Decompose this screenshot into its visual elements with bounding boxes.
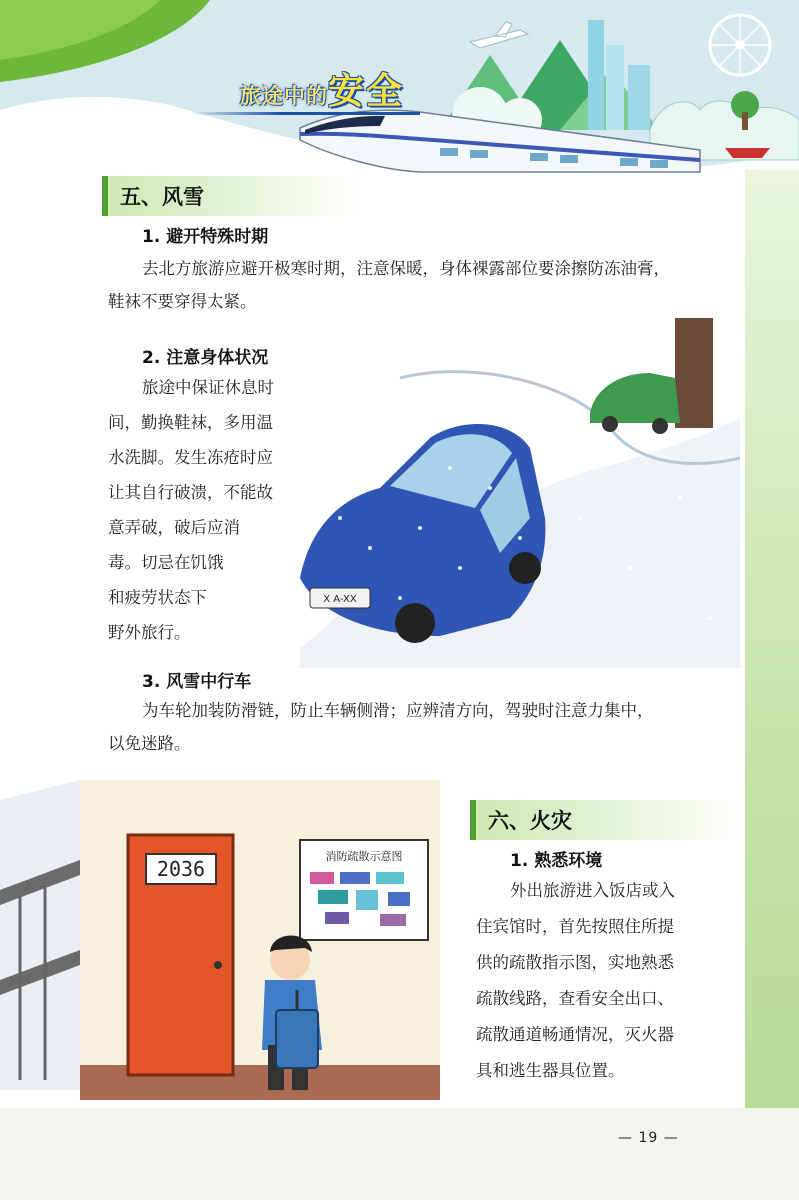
subheading-avoid-period: 1. 避开特殊时期 — [142, 227, 269, 247]
section-heading-snow — [102, 176, 362, 216]
section-heading-text: 五、风雪 — [120, 185, 204, 209]
text-line: 具和逃生器具位置。 — [476, 1061, 625, 1080]
text-line: 供的疏散指示图，实地熟悉 — [476, 953, 674, 972]
paragraph-driving-in-snow — [108, 694, 728, 760]
text-line: 外出旅游进入饭店或入 — [510, 881, 675, 900]
text-line: 疏散通道畅通情况，灭火器 — [476, 1025, 674, 1044]
text-line: 疏散线路，查看安全出口、 — [476, 989, 674, 1008]
footer-band — [0, 1108, 799, 1200]
room-number: 2036 — [156, 857, 206, 881]
text-line: 毒。切忌在饥饿 — [108, 553, 224, 572]
evacuation-map-title: 消防疏散示意图 — [325, 850, 403, 863]
text-line: 为车轮加装防滑链，防止车辆侧滑；应辨清方向，驾驶时注意力集中， — [142, 701, 654, 720]
text-line: 水洗脚。发生冻疮时应 — [108, 448, 273, 467]
chapter-title-small: 旅途中的 — [240, 84, 328, 108]
paragraph-body-condition — [108, 370, 308, 650]
subheading-know-environment: 1. 熟悉环境 — [510, 851, 603, 871]
section-heading-fire — [470, 800, 745, 840]
subheading-driving-in-snow: 3. 风雪中行车 — [142, 672, 252, 692]
snow-driving-illustration — [280, 318, 740, 668]
chapter-title-big: 安全 — [328, 71, 405, 112]
text-line: 野外旅行。 — [108, 623, 191, 642]
text-line: 鞋袜不要穿得太紧。 — [108, 292, 257, 311]
text-line: 让其自行破溃，不能故 — [108, 483, 273, 502]
license-plate-text: X A-XX — [323, 594, 357, 605]
text-line: 旅途中保证休息时 — [142, 378, 274, 397]
section-heading-text: 六、火灾 — [488, 809, 572, 833]
paragraph-avoid-period — [108, 252, 728, 318]
text-line: 以免迷路。 — [108, 734, 191, 753]
side-decoration-band — [745, 170, 799, 1110]
text-line: 住宾馆时，首先按照住所提 — [476, 917, 674, 936]
text-line: 意弄破，破后应消 — [108, 518, 240, 537]
text-line: 和疲劳状态下 — [108, 588, 207, 607]
hotel-evacuation-illustration — [0, 780, 440, 1100]
paragraph-know-environment — [476, 873, 744, 1089]
text-line: 去北方旅游应避开极寒时期，注意保暖，身体裸露部位要涂擦防冻油膏， — [142, 259, 670, 278]
subheading-body-condition: 2. 注意身体状况 — [142, 348, 269, 368]
chapter-title — [240, 70, 404, 114]
page-number: — 19 — — [618, 1130, 679, 1146]
text-line: 间，勤换鞋袜，多用温 — [108, 413, 273, 432]
